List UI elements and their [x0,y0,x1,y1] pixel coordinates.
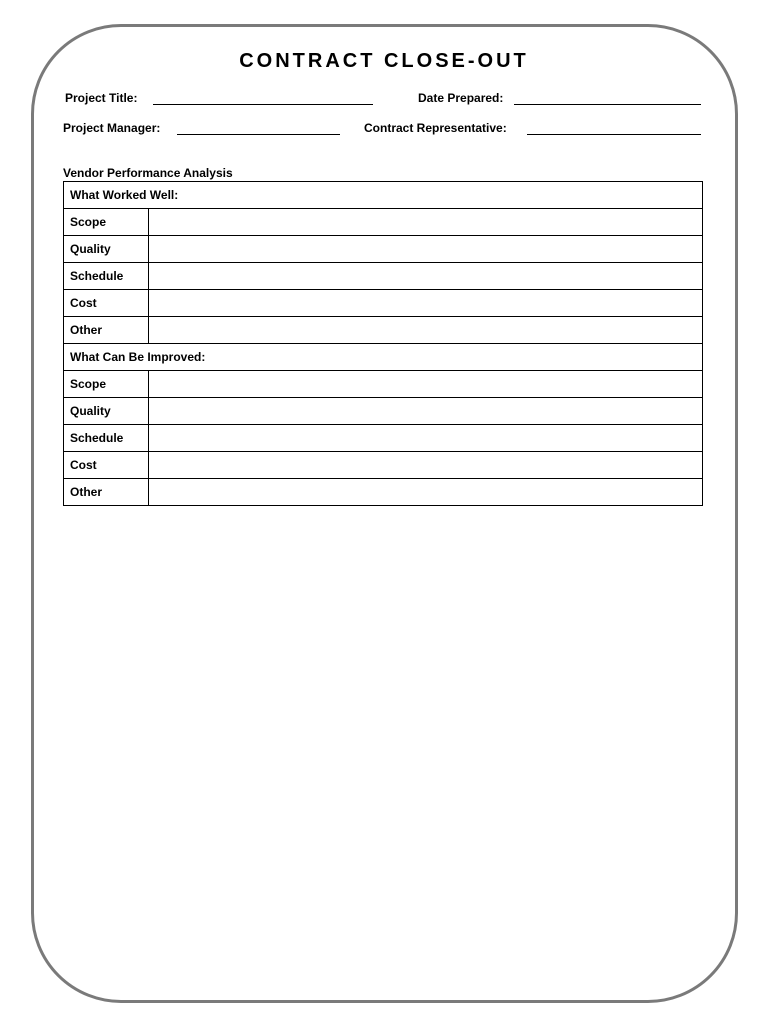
table-row [64,452,703,479]
row-label: Cost [64,452,149,479]
table-row [64,479,703,506]
row-label: Quality [64,236,149,263]
date-prepared-label: Date Prepared: [418,91,504,105]
improved-schedule-cell[interactable] [149,425,703,452]
document-title: CONTRACT CLOSE-OUT [239,50,529,72]
row-label: Scope [64,209,149,236]
worked-well-cost-cell[interactable] [149,290,703,317]
row-label: Quality [64,398,149,425]
row-label: Schedule [64,425,149,452]
worked-well-schedule-cell[interactable] [149,263,703,290]
table-row [64,182,703,209]
project-title-field[interactable] [153,104,373,105]
row-label: Scope [64,371,149,398]
table-row [64,425,703,452]
worked-well-header: What Worked Well: [64,182,703,209]
improved-quality-cell[interactable] [149,398,703,425]
project-title-label: Project Title: [65,91,138,105]
table-row [64,344,703,371]
table-row [64,236,703,263]
improved-other-cell[interactable] [149,479,703,506]
contract-representative-field[interactable] [527,134,701,135]
section-title: Vendor Performance Analysis [63,166,233,180]
table-row [64,290,703,317]
worked-well-scope-cell[interactable] [149,209,703,236]
worked-well-other-cell[interactable] [149,317,703,344]
table-row [64,263,703,290]
table-row [64,317,703,344]
row-label: Cost [64,290,149,317]
date-prepared-field[interactable] [514,104,701,105]
table-row [64,398,703,425]
improved-scope-cell[interactable] [149,371,703,398]
table-row [64,209,703,236]
improved-header: What Can Be Improved: [64,344,703,371]
row-label: Other [64,317,149,344]
worked-well-quality-cell[interactable] [149,236,703,263]
improved-cost-cell[interactable] [149,452,703,479]
table-row [64,371,703,398]
row-label: Schedule [64,263,149,290]
project-manager-field[interactable] [177,134,340,135]
row-label: Other [64,479,149,506]
contract-representative-label: Contract Representative: [364,121,507,135]
vendor-performance-table [63,181,703,506]
project-manager-label: Project Manager: [63,121,161,135]
